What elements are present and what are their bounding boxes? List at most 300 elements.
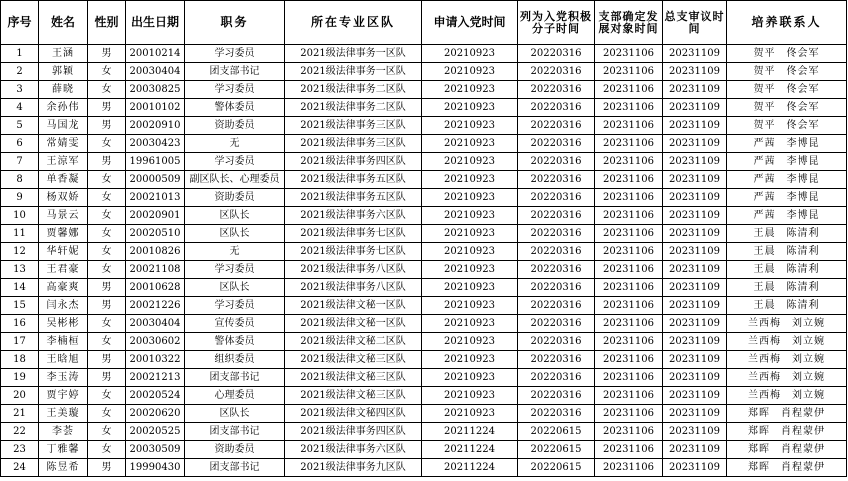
cell-unit: 2021级法律事务六区队	[285, 441, 422, 459]
cell-unit: 2021级法律事务二区队	[285, 81, 422, 99]
cell-review-date: 20231109	[663, 171, 727, 189]
cell-application-date: 20210923	[422, 333, 518, 351]
cell-birthdate: 20020620	[126, 405, 185, 423]
cell-development-date: 20231106	[595, 315, 663, 333]
table-row	[1, 189, 847, 207]
cell-position: 团支部书记	[185, 63, 285, 81]
cell-review-date: 20231109	[663, 279, 727, 297]
cell-unit: 2021级法律事务七区队	[285, 225, 422, 243]
cell-contact: 郑晖 肖程蒙伊	[727, 405, 847, 423]
cell-review-date: 20231109	[663, 441, 727, 459]
cell-name: 贾馨娜	[39, 225, 88, 243]
cell-unit: 2021级法律事务三区队	[285, 117, 422, 135]
cell-contact: 贺平 佟会军	[727, 63, 847, 81]
cell-name: 王晗旭	[39, 351, 88, 369]
cell-development-date: 20231106	[595, 441, 663, 459]
cell-index: 8	[1, 171, 39, 189]
cell-application-date: 20210923	[422, 387, 518, 405]
cell-contact: 严茜 李博昆	[727, 189, 847, 207]
cell-application-date: 20210923	[422, 369, 518, 387]
cell-name: 吴彬彬	[39, 315, 88, 333]
cell-gender: 女	[88, 81, 126, 99]
table-row	[1, 171, 847, 189]
cell-unit: 2021级法律事务五区队	[285, 189, 422, 207]
cell-application-date: 20211224	[422, 423, 518, 441]
cell-development-date: 20231106	[595, 189, 663, 207]
cell-birthdate: 20030509	[126, 441, 185, 459]
header-contact: 培养联系人	[727, 1, 847, 45]
cell-unit: 2021级法律事务四区队	[285, 153, 422, 171]
cell-index: 16	[1, 315, 39, 333]
cell-application-date: 20210923	[422, 225, 518, 243]
cell-birthdate: 20021108	[126, 261, 185, 279]
table-row	[1, 81, 847, 99]
table-body	[1, 45, 847, 477]
cell-birthdate: 20010826	[126, 243, 185, 261]
cell-position: 团支部书记	[185, 459, 285, 477]
cell-unit: 2021级法律事务二区队	[285, 99, 422, 117]
cell-gender: 男	[88, 459, 126, 477]
cell-review-date: 20231109	[663, 63, 727, 81]
cell-index: 13	[1, 261, 39, 279]
cell-development-date: 20231106	[595, 63, 663, 81]
table-row	[1, 405, 847, 423]
table-row	[1, 315, 847, 333]
cell-name: 闫永杰	[39, 297, 88, 315]
cell-name: 陈昱希	[39, 459, 88, 477]
cell-birthdate: 20020525	[126, 423, 185, 441]
cell-position: 学习委员	[185, 81, 285, 99]
cell-development-date: 20231106	[595, 225, 663, 243]
cell-unit: 2021级法律文秘三区队	[285, 369, 422, 387]
cell-activist-date: 20220316	[518, 63, 595, 81]
cell-activist-date: 20220615	[518, 459, 595, 477]
cell-birthdate: 20010102	[126, 99, 185, 117]
header-name: 姓名	[39, 1, 88, 45]
cell-index: 1	[1, 45, 39, 63]
cell-review-date: 20231109	[663, 369, 727, 387]
cell-review-date: 20231109	[663, 315, 727, 333]
cell-gender: 女	[88, 261, 126, 279]
cell-development-date: 20231106	[595, 99, 663, 117]
cell-review-date: 20231109	[663, 423, 727, 441]
cell-birthdate: 20030423	[126, 135, 185, 153]
table-row	[1, 441, 847, 459]
cell-index: 20	[1, 387, 39, 405]
table-row	[1, 153, 847, 171]
cell-birthdate: 20010214	[126, 45, 185, 63]
cell-activist-date: 20220316	[518, 117, 595, 135]
cell-position: 区队长	[185, 207, 285, 225]
cell-position: 心理委员	[185, 387, 285, 405]
cell-application-date: 20210923	[422, 351, 518, 369]
table-row	[1, 351, 847, 369]
cell-position: 学习委员	[185, 153, 285, 171]
cell-gender: 女	[88, 315, 126, 333]
cell-index: 24	[1, 459, 39, 477]
cell-application-date: 20210923	[422, 63, 518, 81]
cell-gender: 男	[88, 153, 126, 171]
cell-name: 马国龙	[39, 117, 88, 135]
cell-contact: 郑晖 肖程蒙伊	[727, 423, 847, 441]
cell-birthdate: 20030825	[126, 81, 185, 99]
cell-activist-date: 20220316	[518, 405, 595, 423]
cell-review-date: 20231109	[663, 459, 727, 477]
cell-birthdate: 20021226	[126, 297, 185, 315]
cell-development-date: 20231106	[595, 405, 663, 423]
cell-index: 12	[1, 243, 39, 261]
cell-unit: 2021级法律事务五区队	[285, 171, 422, 189]
cell-application-date: 20210923	[422, 189, 518, 207]
cell-birthdate: 19990430	[126, 459, 185, 477]
cell-contact: 严茜 李博昆	[727, 153, 847, 171]
cell-contact: 王晨 陈清利	[727, 297, 847, 315]
cell-review-date: 20231109	[663, 117, 727, 135]
cell-unit: 2021级法律事务八区队	[285, 261, 422, 279]
cell-birthdate: 20010628	[126, 279, 185, 297]
cell-gender: 女	[88, 135, 126, 153]
header-birthdate: 出生日期	[126, 1, 185, 45]
cell-birthdate: 20000509	[126, 171, 185, 189]
cell-application-date: 20210923	[422, 45, 518, 63]
cell-position: 资助委员	[185, 189, 285, 207]
cell-index: 21	[1, 405, 39, 423]
cell-review-date: 20231109	[663, 297, 727, 315]
cell-contact: 贺平 佟会军	[727, 81, 847, 99]
table-row	[1, 459, 847, 477]
cell-birthdate: 20010322	[126, 351, 185, 369]
cell-development-date: 20231106	[595, 351, 663, 369]
table-row	[1, 279, 847, 297]
cell-name: 李荟	[39, 423, 88, 441]
cell-position: 团支部书记	[185, 423, 285, 441]
cell-application-date: 20210923	[422, 405, 518, 423]
cell-index: 9	[1, 189, 39, 207]
cell-application-date: 20210923	[422, 81, 518, 99]
cell-application-date: 20210923	[422, 243, 518, 261]
cell-gender: 女	[88, 405, 126, 423]
cell-application-date: 20210923	[422, 279, 518, 297]
cell-contact: 贺平 佟会军	[727, 99, 847, 117]
cell-review-date: 20231109	[663, 405, 727, 423]
cell-position: 副区队长、心理委员	[185, 171, 285, 189]
cell-contact: 王晨 陈清利	[727, 243, 847, 261]
cell-name: 李玉涛	[39, 369, 88, 387]
cell-application-date: 20210923	[422, 135, 518, 153]
cell-gender: 男	[88, 99, 126, 117]
cell-activist-date: 20220316	[518, 279, 595, 297]
cell-development-date: 20231106	[595, 387, 663, 405]
cell-unit: 2021级法律文秘二区队	[285, 333, 422, 351]
cell-review-date: 20231109	[663, 153, 727, 171]
cell-activist-date: 20220316	[518, 369, 595, 387]
cell-position: 团支部书记	[185, 369, 285, 387]
cell-contact: 兰西梅 刘立婉	[727, 315, 847, 333]
cell-name: 杨双娇	[39, 189, 88, 207]
cell-index: 11	[1, 225, 39, 243]
cell-birthdate: 20030404	[126, 315, 185, 333]
cell-activist-date: 20220316	[518, 333, 595, 351]
cell-activist-date: 20220316	[518, 189, 595, 207]
cell-unit: 2021级法律事务六区队	[285, 207, 422, 225]
cell-activist-date: 20220316	[518, 81, 595, 99]
cell-position: 宣传委员	[185, 315, 285, 333]
cell-name: 贾宇婷	[39, 387, 88, 405]
cell-position: 无	[185, 135, 285, 153]
cell-activist-date: 20220316	[518, 297, 595, 315]
cell-gender: 女	[88, 423, 126, 441]
cell-unit: 2021级法律事务九区队	[285, 459, 422, 477]
cell-index: 17	[1, 333, 39, 351]
cell-development-date: 20231106	[595, 243, 663, 261]
cell-review-date: 20231109	[663, 99, 727, 117]
table-row	[1, 387, 847, 405]
header-gender: 性别	[88, 1, 126, 45]
cell-gender: 女	[88, 441, 126, 459]
header-application-date: 申请入党时间	[422, 1, 518, 45]
cell-application-date: 20210923	[422, 297, 518, 315]
cell-name: 薛晓	[39, 81, 88, 99]
cell-development-date: 20231106	[595, 45, 663, 63]
cell-birthdate: 19961005	[126, 153, 185, 171]
cell-gender: 男	[88, 279, 126, 297]
cell-activist-date: 20220316	[518, 99, 595, 117]
cell-review-date: 20231109	[663, 207, 727, 225]
cell-unit: 2021级法律事务四区队	[285, 423, 422, 441]
cell-contact: 兰西梅 刘立婉	[727, 351, 847, 369]
cell-position: 学习委员	[185, 45, 285, 63]
cell-birthdate: 20030404	[126, 63, 185, 81]
cell-activist-date: 20220316	[518, 171, 595, 189]
table-row	[1, 135, 847, 153]
cell-position: 区队长	[185, 279, 285, 297]
cell-application-date: 20210923	[422, 117, 518, 135]
cell-birthdate: 20021013	[126, 189, 185, 207]
cell-index: 2	[1, 63, 39, 81]
cell-development-date: 20231106	[595, 279, 663, 297]
header-row	[1, 1, 847, 45]
cell-contact: 严茜 李博昆	[727, 171, 847, 189]
cell-gender: 女	[88, 387, 126, 405]
cell-index: 3	[1, 81, 39, 99]
cell-application-date: 20210923	[422, 153, 518, 171]
cell-index: 6	[1, 135, 39, 153]
cell-gender: 女	[88, 225, 126, 243]
cell-name: 高豪爽	[39, 279, 88, 297]
cell-unit: 2021级法律事务八区队	[285, 279, 422, 297]
cell-activist-date: 20220316	[518, 351, 595, 369]
header-development-date: 支部确定发展对象时间	[595, 1, 663, 45]
cell-position: 资助委员	[185, 441, 285, 459]
table-row	[1, 207, 847, 225]
cell-birthdate: 20020910	[126, 117, 185, 135]
cell-name: 丁雅馨	[39, 441, 88, 459]
cell-contact: 王晨 陈清利	[727, 261, 847, 279]
cell-gender: 男	[88, 297, 126, 315]
cell-unit: 2021级法律文秘四区队	[285, 405, 422, 423]
cell-activist-date: 20220316	[518, 261, 595, 279]
cell-index: 19	[1, 369, 39, 387]
cell-application-date: 20210923	[422, 99, 518, 117]
cell-development-date: 20231106	[595, 207, 663, 225]
cell-position: 警体委员	[185, 333, 285, 351]
cell-gender: 女	[88, 207, 126, 225]
cell-index: 10	[1, 207, 39, 225]
table-row	[1, 225, 847, 243]
cell-gender: 女	[88, 63, 126, 81]
cell-review-date: 20231109	[663, 387, 727, 405]
cell-development-date: 20231106	[595, 117, 663, 135]
table-row	[1, 333, 847, 351]
cell-position: 警体委员	[185, 99, 285, 117]
cell-contact: 郑晖 肖程蒙伊	[727, 459, 847, 477]
table-row	[1, 99, 847, 117]
cell-unit: 2021级法律事务三区队	[285, 135, 422, 153]
cell-index: 22	[1, 423, 39, 441]
cell-position: 学习委员	[185, 261, 285, 279]
cell-development-date: 20231106	[595, 261, 663, 279]
cell-birthdate: 20030602	[126, 333, 185, 351]
cell-application-date: 20210923	[422, 315, 518, 333]
cell-gender: 女	[88, 171, 126, 189]
cell-contact: 兰西梅 刘立婉	[727, 333, 847, 351]
cell-unit: 2021级法律事务一区队	[285, 63, 422, 81]
header-index: 序号	[1, 1, 39, 45]
cell-activist-date: 20220316	[518, 135, 595, 153]
cell-contact: 兰西梅 刘立婉	[727, 387, 847, 405]
cell-application-date: 20211224	[422, 459, 518, 477]
cell-index: 4	[1, 99, 39, 117]
cell-activist-date: 20220316	[518, 315, 595, 333]
cell-index: 23	[1, 441, 39, 459]
cell-development-date: 20231106	[595, 369, 663, 387]
cell-name: 郭颖	[39, 63, 88, 81]
cell-index: 15	[1, 297, 39, 315]
cell-index: 14	[1, 279, 39, 297]
cell-review-date: 20231109	[663, 333, 727, 351]
table-row	[1, 369, 847, 387]
cell-contact: 王晨 陈清利	[727, 225, 847, 243]
cell-gender: 男	[88, 45, 126, 63]
cell-birthdate: 20020901	[126, 207, 185, 225]
cell-name: 常婧雯	[39, 135, 88, 153]
cell-activist-date: 20220615	[518, 441, 595, 459]
header-activist-date: 列为入党积极分子时间	[518, 1, 595, 45]
cell-gender: 女	[88, 333, 126, 351]
cell-review-date: 20231109	[663, 351, 727, 369]
cell-review-date: 20231109	[663, 135, 727, 153]
cell-review-date: 20231109	[663, 81, 727, 99]
header-review-date: 总支审议时间	[663, 1, 727, 45]
cell-index: 7	[1, 153, 39, 171]
cell-application-date: 20210923	[422, 261, 518, 279]
cell-birthdate: 20020524	[126, 387, 185, 405]
cell-unit: 2021级法律事务一区队	[285, 45, 422, 63]
cell-name: 华轩妮	[39, 243, 88, 261]
cell-name: 余孙伟	[39, 99, 88, 117]
cell-unit: 2021级法律文秘三区队	[285, 351, 422, 369]
cell-development-date: 20231106	[595, 297, 663, 315]
table-row	[1, 243, 847, 261]
cell-gender: 女	[88, 189, 126, 207]
cell-activist-date: 20220316	[518, 387, 595, 405]
cell-name: 单香凝	[39, 171, 88, 189]
cell-gender: 男	[88, 117, 126, 135]
cell-activist-date: 20220316	[518, 243, 595, 261]
cell-unit: 2021级法律文秘一区队	[285, 297, 422, 315]
cell-name: 李楠桓	[39, 333, 88, 351]
cell-review-date: 20231109	[663, 261, 727, 279]
cell-name: 马景云	[39, 207, 88, 225]
header-unit: 所在专业区队	[285, 1, 422, 45]
cell-unit: 2021级法律事务七区队	[285, 243, 422, 261]
cell-birthdate: 20020510	[126, 225, 185, 243]
header-position: 职务	[185, 1, 285, 45]
cell-activist-date: 20220316	[518, 225, 595, 243]
cell-name: 王涼军	[39, 153, 88, 171]
table-row	[1, 117, 847, 135]
cell-review-date: 20231109	[663, 225, 727, 243]
cell-index: 18	[1, 351, 39, 369]
cell-gender: 男	[88, 351, 126, 369]
table-row	[1, 45, 847, 63]
cell-application-date: 20210923	[422, 207, 518, 225]
cell-development-date: 20231106	[595, 171, 663, 189]
cell-contact: 郑晖 肖程蒙伊	[727, 441, 847, 459]
cell-name: 王美璇	[39, 405, 88, 423]
cell-position: 资助委员	[185, 117, 285, 135]
cell-index: 5	[1, 117, 39, 135]
cell-application-date: 20211224	[422, 441, 518, 459]
cell-review-date: 20231109	[663, 189, 727, 207]
cell-development-date: 20231106	[595, 333, 663, 351]
cell-name: 王君豪	[39, 261, 88, 279]
cell-review-date: 20231109	[663, 45, 727, 63]
cell-activist-date: 20220316	[518, 153, 595, 171]
table-row	[1, 63, 847, 81]
cell-activist-date: 20220316	[518, 45, 595, 63]
cell-position: 无	[185, 243, 285, 261]
cell-birthdate: 20021213	[126, 369, 185, 387]
table-row	[1, 261, 847, 279]
cell-contact: 贺平 佟会军	[727, 117, 847, 135]
cell-contact: 王晨 陈清利	[727, 279, 847, 297]
table-row	[1, 297, 847, 315]
cell-review-date: 20231109	[663, 243, 727, 261]
cell-position: 学习委员	[185, 297, 285, 315]
cell-contact: 贺平 佟会军	[727, 45, 847, 63]
cell-unit: 2021级法律文秘一区队	[285, 315, 422, 333]
cell-contact: 兰西梅 刘立婉	[727, 369, 847, 387]
cell-unit: 2021级法律文秘三区队	[285, 387, 422, 405]
cell-application-date: 20210923	[422, 171, 518, 189]
cell-activist-date: 20220615	[518, 423, 595, 441]
cell-position: 区队长	[185, 405, 285, 423]
cell-position: 组织委员	[185, 351, 285, 369]
cell-development-date: 20231106	[595, 423, 663, 441]
cell-gender: 男	[88, 369, 126, 387]
cell-activist-date: 20220316	[518, 207, 595, 225]
cell-contact: 严茜 李博昆	[727, 135, 847, 153]
cell-position: 区队长	[185, 225, 285, 243]
cell-development-date: 20231106	[595, 459, 663, 477]
cell-development-date: 20231106	[595, 81, 663, 99]
cell-name: 王涵	[39, 45, 88, 63]
cell-gender: 女	[88, 243, 126, 261]
table-row	[1, 423, 847, 441]
cell-contact: 严茜 李博昆	[727, 207, 847, 225]
cell-development-date: 20231106	[595, 135, 663, 153]
